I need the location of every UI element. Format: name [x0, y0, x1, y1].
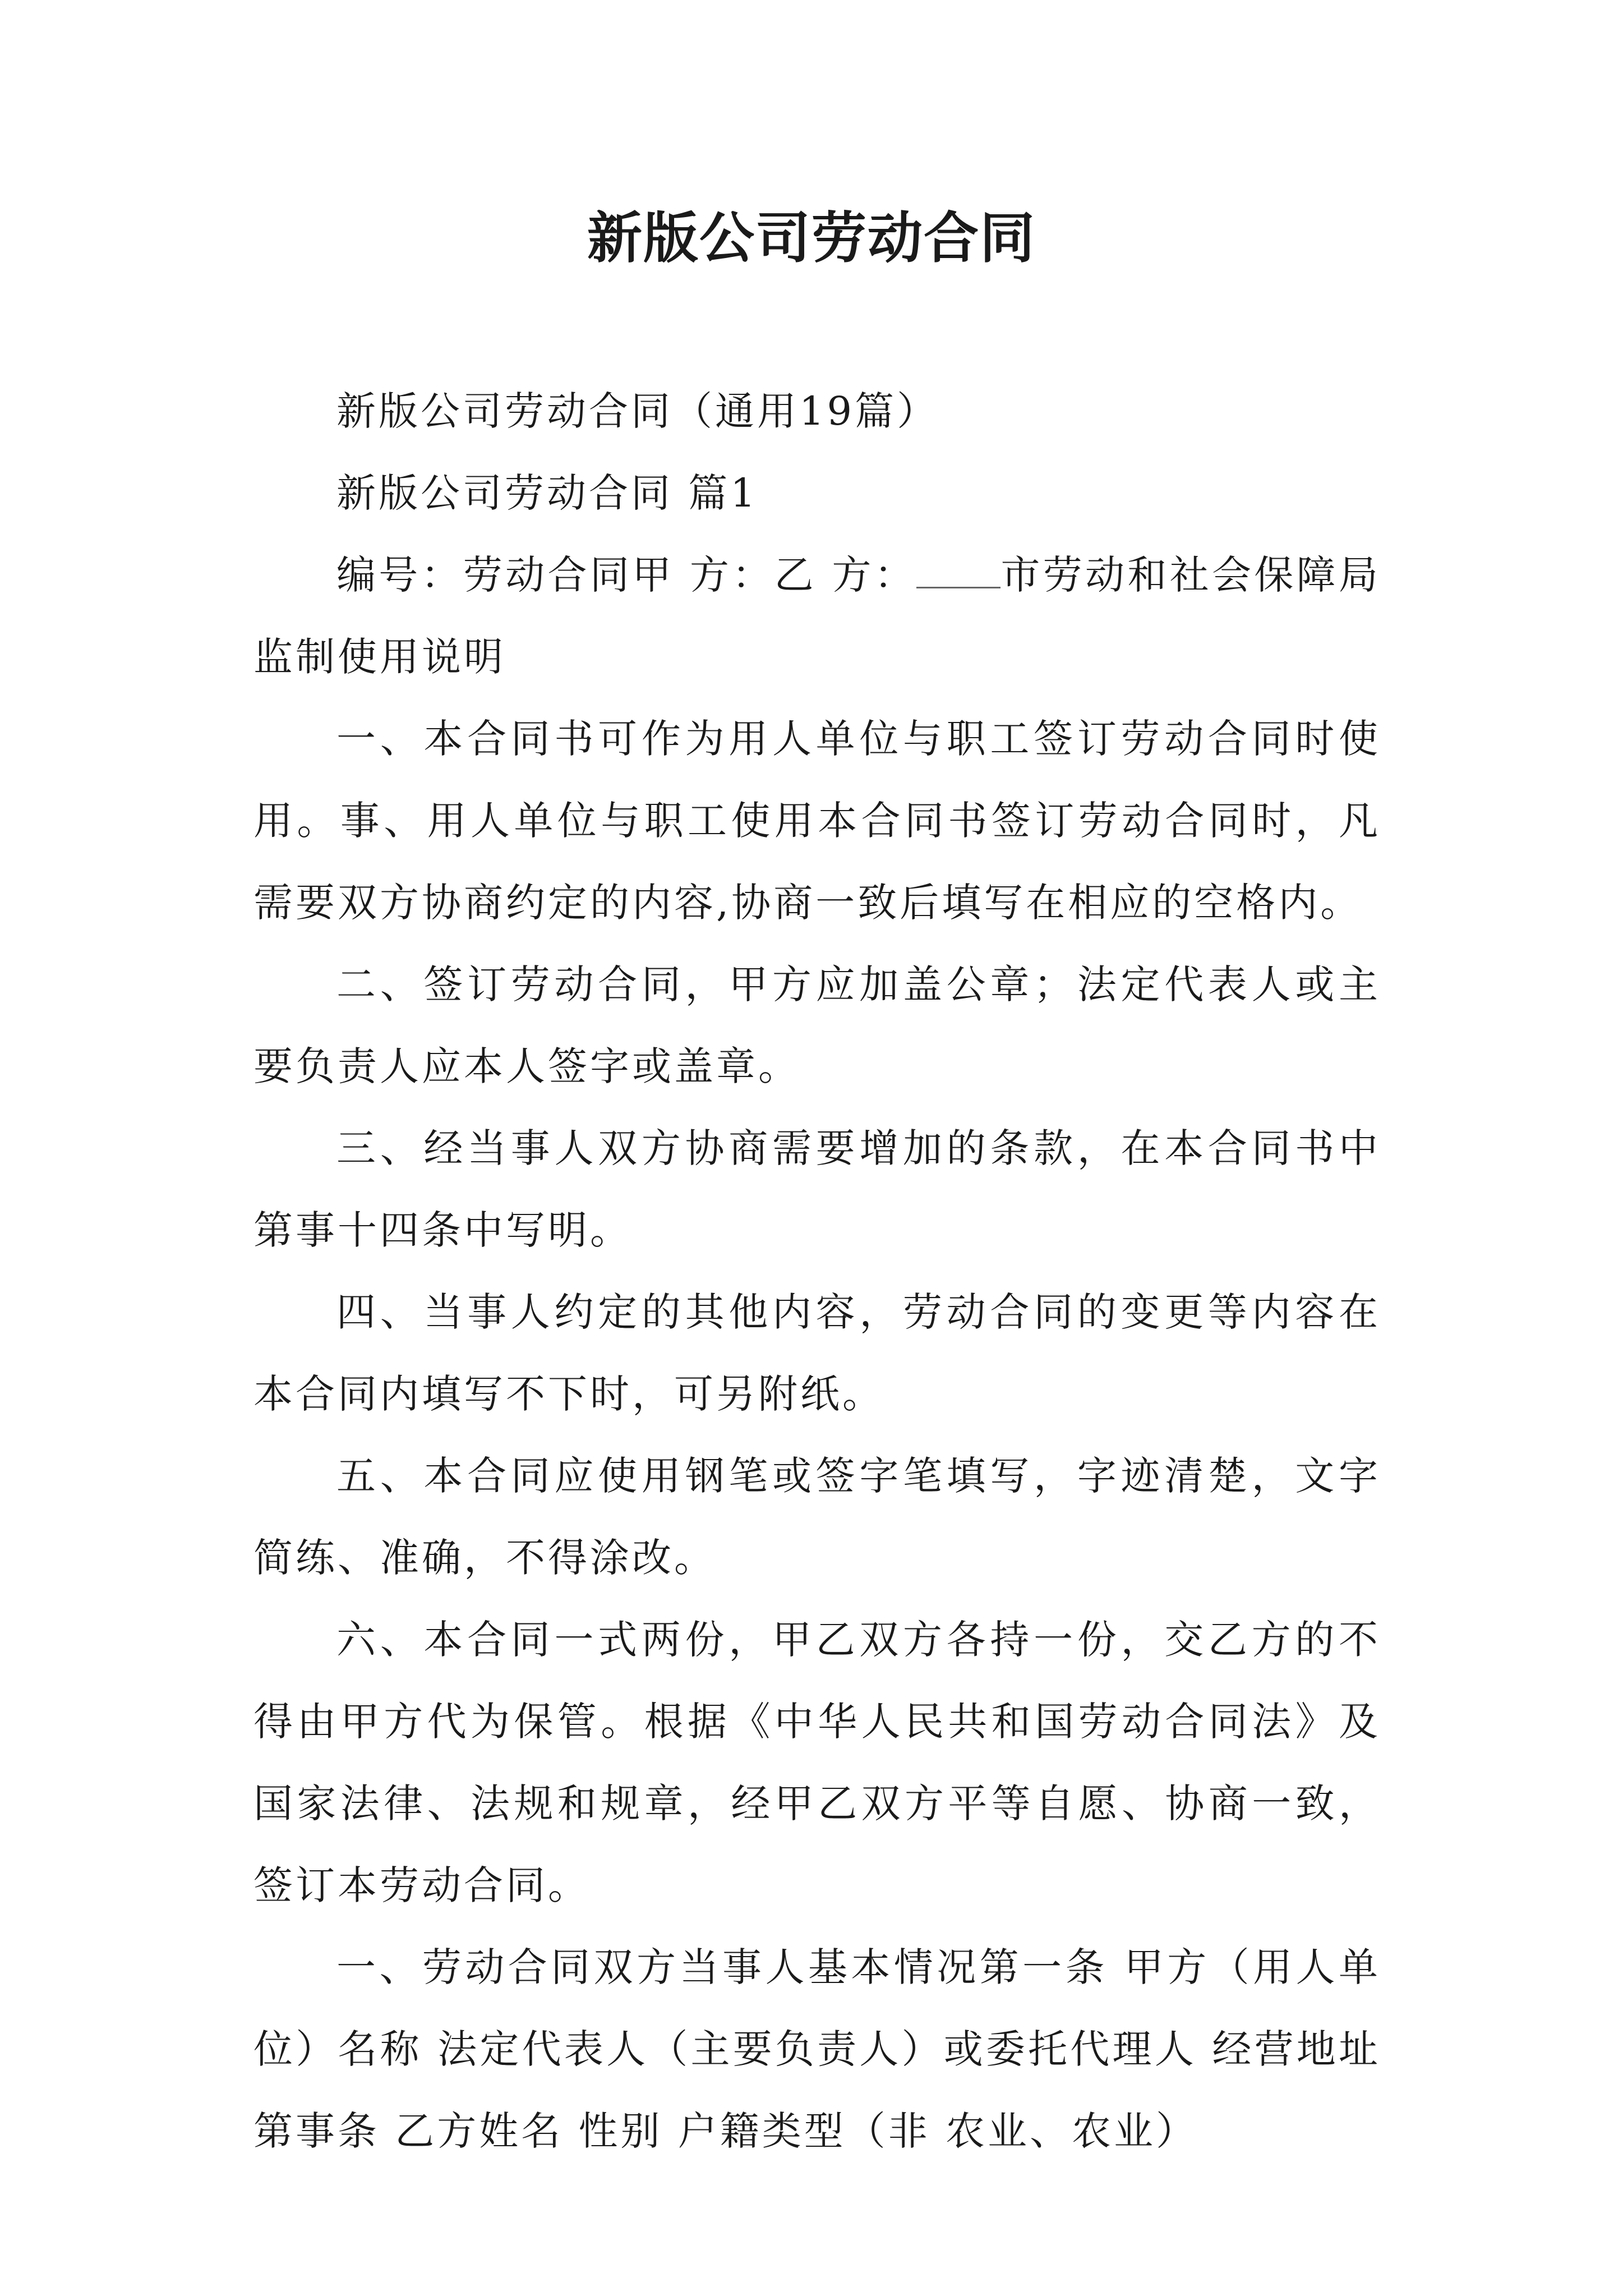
document-title: 新版公司劳动合同 [587, 206, 1036, 270]
paragraph-subtitle: 新版公司劳动合同（通用19篇） [336, 388, 939, 434]
paragraph-instruction-5: 五、本合同应使用钢笔或签字笔填写，字迹清楚，文字简练、准确，不得涂改。 [253, 1453, 1381, 1581]
paragraph-instruction-3: 三、经当事人双方协商需要增加的条款，在本合同书中第事十四条中写明。 [253, 1125, 1381, 1253]
paragraph-contract-number [253, 534, 1381, 698]
paragraph-instruction-2: 二、签订劳动合同，甲方应加盖公章；法定代表人或主要负责人应本人签字或盖章。 [253, 961, 1381, 1089]
blank-field [916, 553, 1000, 588]
paragraph-section-heading: 新版公司劳动合同 篇1 [336, 470, 758, 516]
document-body [253, 370, 1381, 2172]
contract-number-tail: 市劳动和社会保障局监制使用说明 [253, 552, 1381, 680]
paragraph-instruction-6: 六、本合同一式两份，甲乙双方各持一份，交乙方的不得由甲方代为保管。根据《中华人民共和国劳动合同法》及国家法律、法规和规章，经甲乙双方平等自愿、协商一致，签订本劳动合同。 [253, 1617, 1381, 1908]
paragraph-instruction-1: 一、本合同书可作为用人单位与职工签订劳动合同时使用。事、用人单位与职工使用本合同书签订劳动合同时，凡需要双方协商约定的内容,协商一致后填写在相应的空格内。 [253, 716, 1381, 926]
paragraph-article-1: 一、劳动合同双方当事人基本情况第一条 甲方（用人单位）名称 法定代表人（主要负责人）或委托代理人 经营地址第事条 乙方姓名 性别 户籍类型（非 农业、农业） [253, 1944, 1381, 2154]
contract-number-text: 编号：劳动合同甲 方：乙 方： [336, 552, 917, 598]
paragraph-instruction-4: 四、当事人约定的其他内容，劳动合同的变更等内容在本合同内填写不下时，可另附纸。 [253, 1289, 1381, 1417]
